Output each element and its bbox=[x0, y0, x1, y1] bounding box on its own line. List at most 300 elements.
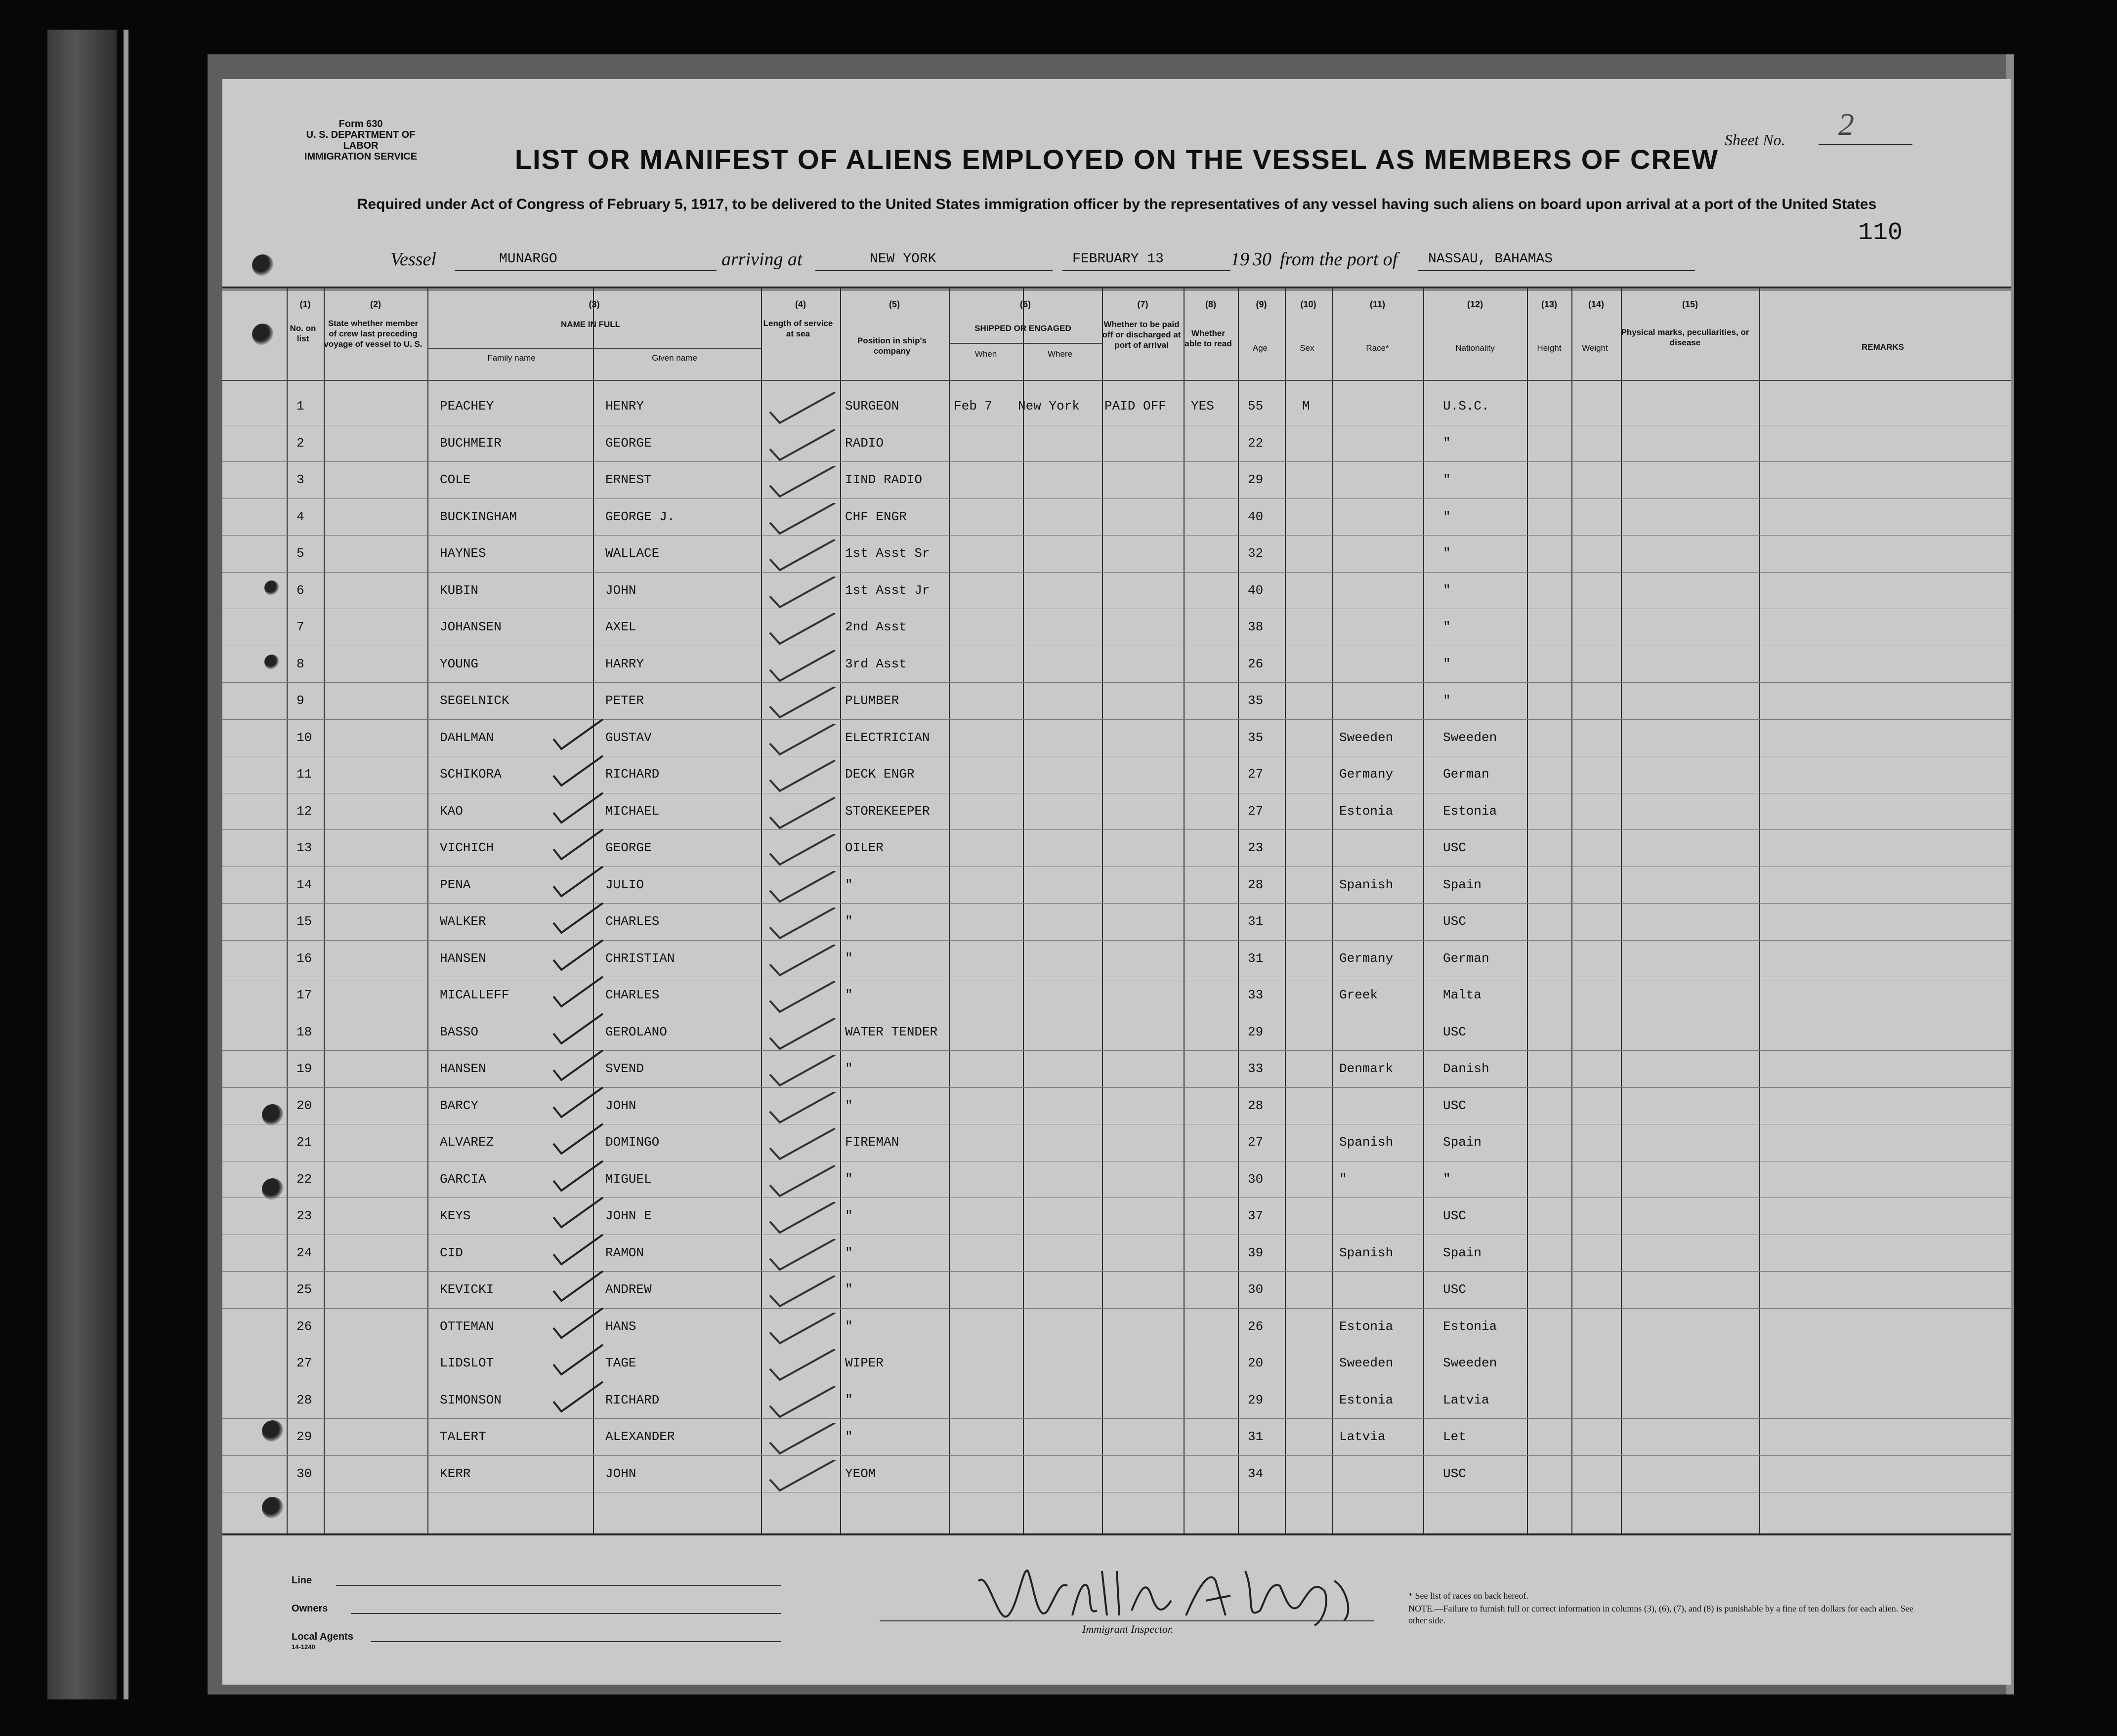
family-name: BUCHMEIR bbox=[440, 435, 502, 451]
check-mark bbox=[549, 716, 613, 756]
column-rule bbox=[1621, 289, 1622, 1533]
check-mark bbox=[549, 1232, 613, 1271]
family-name: GARCIA bbox=[440, 1171, 486, 1187]
check-mark bbox=[549, 864, 613, 903]
given-name: ANDREW bbox=[605, 1282, 652, 1297]
column-number: (5) bbox=[889, 299, 900, 309]
nationality: USC bbox=[1443, 914, 1466, 929]
position: WATER TENDER bbox=[845, 1024, 938, 1039]
check-mark bbox=[549, 1084, 613, 1124]
column-rule bbox=[840, 289, 841, 1533]
header-shipped: SHIPPED OR ENGAGED bbox=[974, 324, 1071, 333]
family-name: YOUNG bbox=[440, 656, 479, 671]
check-mark bbox=[549, 900, 613, 940]
header-state-whether: State whether member of crew last preceding voyage of vessel to U. S. bbox=[324, 319, 423, 349]
age: 30 bbox=[1248, 1171, 1264, 1187]
family-name: VICHICH bbox=[440, 840, 494, 855]
header-row-bottom bbox=[222, 380, 2011, 381]
age: 23 bbox=[1248, 840, 1264, 855]
given-name: JOHN bbox=[605, 1466, 636, 1481]
position: STOREKEEPER bbox=[845, 803, 930, 819]
age: 27 bbox=[1248, 1135, 1264, 1150]
age: 35 bbox=[1248, 730, 1264, 745]
position: FIREMAN bbox=[845, 1135, 899, 1150]
given-name: CHRISTIAN bbox=[605, 951, 675, 966]
family-name: JOHANSEN bbox=[440, 620, 502, 634]
column-rule bbox=[1423, 289, 1424, 1533]
check-mark bbox=[549, 1305, 613, 1345]
position: " bbox=[845, 1061, 853, 1076]
family-name: TALERT bbox=[440, 1429, 486, 1444]
sheet-number-label: Sheet No. bbox=[1725, 131, 1785, 149]
column-rule bbox=[287, 289, 288, 1533]
position: CHF ENGR bbox=[845, 509, 907, 524]
penalty-note: NOTE.—Failure to furnish full or correct information in columns (3), (6), (7), and (8) is punishable by a fine of ten dollars for each alien. See other side. bbox=[1408, 1604, 1913, 1625]
header-age: Age bbox=[1252, 343, 1268, 353]
check-mark bbox=[549, 1047, 613, 1087]
arrival-port: NEW YORK bbox=[870, 251, 936, 267]
position: " bbox=[845, 877, 853, 892]
table-row bbox=[222, 829, 2011, 830]
year-suffix: 30 bbox=[1253, 249, 1271, 270]
column-rule bbox=[1527, 289, 1528, 1533]
age: 27 bbox=[1248, 803, 1264, 819]
table-row bbox=[222, 1050, 2011, 1051]
table-row bbox=[222, 1418, 2011, 1419]
table-row bbox=[222, 572, 2011, 573]
row-number: 3 bbox=[296, 472, 304, 487]
row-number: 22 bbox=[296, 1171, 312, 1187]
nationality: USC bbox=[1443, 1024, 1466, 1039]
given-name: MIGUEL bbox=[605, 1171, 652, 1187]
row-number: 14 bbox=[296, 877, 312, 892]
check-mark bbox=[549, 937, 613, 977]
position: 1st Asst Jr bbox=[845, 582, 930, 598]
race: Spanish bbox=[1339, 877, 1394, 892]
race: Denmark bbox=[1339, 1061, 1394, 1076]
check-mark bbox=[549, 1121, 613, 1160]
row-number: 21 bbox=[296, 1135, 312, 1150]
row-number: 19 bbox=[296, 1061, 312, 1076]
check-mark bbox=[549, 1379, 613, 1418]
age: 29 bbox=[1248, 1024, 1264, 1039]
nationality: " bbox=[1443, 620, 1451, 634]
age: 39 bbox=[1248, 1245, 1264, 1260]
age: 28 bbox=[1248, 1098, 1264, 1113]
age: 31 bbox=[1248, 951, 1264, 966]
family-name: MICALLEFF bbox=[440, 988, 509, 1002]
inspector-signature bbox=[969, 1551, 1374, 1630]
family-name: KEVICKI bbox=[440, 1282, 494, 1297]
age: 29 bbox=[1248, 472, 1264, 487]
family-name: HANSEN bbox=[440, 951, 486, 966]
position: ELECTRICIAN bbox=[845, 730, 930, 745]
check-mark bbox=[549, 1195, 613, 1234]
row-number: 23 bbox=[296, 1208, 312, 1223]
page-title: LIST OR MANIFEST OF ALIENS EMPLOYED ON THE VESSEL AS MEMBERS OF CREW bbox=[514, 144, 1719, 175]
row-number: 2 bbox=[296, 435, 304, 451]
header-given-name: Given name bbox=[652, 353, 697, 363]
nationality: " bbox=[1443, 1171, 1451, 1187]
row-number: 20 bbox=[296, 1098, 312, 1113]
table-row bbox=[222, 461, 2011, 462]
family-name: BUCKINGHAM bbox=[440, 509, 517, 524]
arrival-date: FEBRUARY 13 bbox=[1072, 251, 1164, 267]
nationality: Malta bbox=[1443, 988, 1482, 1002]
family-name: LIDSLOT bbox=[440, 1356, 494, 1370]
family-name: SEGELNICK bbox=[440, 693, 509, 708]
header-family-name: Family name bbox=[487, 353, 536, 363]
header-name-in-full: NAME IN FULL bbox=[561, 320, 620, 329]
given-name: HARRY bbox=[605, 656, 644, 671]
nationality: Spain bbox=[1443, 1135, 1482, 1150]
position: DECK ENGR bbox=[845, 767, 915, 782]
nationality: Danish bbox=[1443, 1061, 1489, 1076]
row-number: 5 bbox=[296, 546, 304, 561]
nationality: USC bbox=[1443, 1466, 1466, 1481]
age: 34 bbox=[1248, 1466, 1264, 1481]
nationality: " bbox=[1443, 693, 1451, 708]
given-name: GEORGE J. bbox=[605, 509, 675, 524]
nationality: German bbox=[1443, 951, 1489, 966]
paid-off: PAID OFF bbox=[1104, 399, 1166, 413]
column-number: (4) bbox=[795, 299, 806, 309]
family-name: SIMONSON bbox=[440, 1392, 502, 1407]
age: 38 bbox=[1248, 620, 1264, 634]
crew-table bbox=[222, 287, 2011, 1535]
age: 30 bbox=[1248, 1282, 1264, 1297]
given-name: GEORGE bbox=[605, 435, 652, 451]
position: WIPER bbox=[845, 1356, 884, 1370]
position: " bbox=[845, 1171, 853, 1187]
row-number: 25 bbox=[296, 1282, 312, 1297]
column-number: (9) bbox=[1256, 299, 1267, 309]
nationality: Sweeden bbox=[1443, 730, 1497, 745]
family-name: DAHLMAN bbox=[440, 730, 494, 745]
header-height: Height bbox=[1537, 343, 1562, 353]
position: " bbox=[845, 1098, 853, 1113]
shipped-where: New York bbox=[1018, 399, 1080, 413]
check-mark bbox=[549, 1158, 613, 1198]
row-number: 1 bbox=[296, 399, 304, 413]
sheet-number-value: 2 bbox=[1838, 107, 1854, 142]
nationality: " bbox=[1443, 472, 1451, 487]
age: 33 bbox=[1248, 1061, 1264, 1076]
column-number: (13) bbox=[1541, 299, 1557, 309]
given-name: ALEXANDER bbox=[605, 1429, 675, 1444]
header-remarks: REMARKS bbox=[1862, 342, 1904, 352]
from-port: NASSAU, BAHAMAS bbox=[1428, 251, 1553, 267]
given-name: SVEND bbox=[605, 1061, 644, 1076]
age: 31 bbox=[1248, 914, 1264, 929]
given-name: HENRY bbox=[605, 399, 644, 413]
position: OILER bbox=[845, 840, 884, 855]
given-name: RAMON bbox=[605, 1245, 644, 1260]
age: 37 bbox=[1248, 1208, 1264, 1223]
table-row bbox=[222, 1308, 2011, 1309]
family-name: BASSO bbox=[440, 1024, 479, 1039]
given-name: HANS bbox=[605, 1319, 636, 1334]
age: 35 bbox=[1248, 693, 1264, 708]
column-rule bbox=[1285, 289, 1286, 1533]
able-to-read: YES bbox=[1191, 399, 1214, 413]
header-position: Position in ship's company bbox=[857, 336, 927, 356]
column-rule bbox=[1332, 289, 1333, 1533]
age: 29 bbox=[1248, 1392, 1264, 1407]
given-name: GEORGE bbox=[605, 840, 652, 855]
column-rule bbox=[949, 289, 950, 1533]
shipped-when: Feb 7 bbox=[954, 399, 993, 413]
table-row bbox=[222, 903, 2011, 904]
position: 1st Asst Sr bbox=[845, 546, 930, 561]
header-paid-off: Whether to be paid off or discharged at port of arrival bbox=[1102, 320, 1181, 350]
header-physical-marks: Physical marks, peculiarities, or disease bbox=[1621, 328, 1749, 347]
age: 32 bbox=[1248, 546, 1264, 561]
age: 55 bbox=[1248, 399, 1264, 413]
check-mark bbox=[549, 1011, 613, 1050]
position: " bbox=[845, 1392, 853, 1407]
nationality: Latvia bbox=[1443, 1392, 1489, 1407]
family-name: COLE bbox=[440, 472, 471, 487]
race: Estonia bbox=[1339, 1392, 1394, 1407]
given-name: WALLACE bbox=[605, 546, 660, 561]
column-rule bbox=[1023, 289, 1024, 1533]
nationality: " bbox=[1443, 582, 1451, 598]
row-number: 7 bbox=[296, 620, 304, 634]
position: " bbox=[845, 914, 853, 929]
race: Sweeden bbox=[1339, 1356, 1394, 1370]
position: YEOM bbox=[845, 1466, 876, 1481]
binding-edge bbox=[124, 30, 128, 1699]
position: IIND RADIO bbox=[845, 472, 923, 487]
row-number: 4 bbox=[296, 509, 304, 524]
row-number: 28 bbox=[296, 1392, 312, 1407]
race: Greek bbox=[1339, 988, 1378, 1002]
header-length-of-service: Length of service at sea bbox=[763, 319, 833, 338]
binding-strip bbox=[47, 30, 117, 1699]
position: 2nd Asst bbox=[845, 620, 907, 634]
check-mark bbox=[549, 753, 613, 792]
row-number: 13 bbox=[296, 840, 312, 855]
position: " bbox=[845, 988, 853, 1002]
family-name: ALVAREZ bbox=[440, 1135, 494, 1150]
nationality: Spain bbox=[1443, 1245, 1482, 1260]
signature-rule bbox=[880, 1620, 1374, 1621]
table-row bbox=[222, 1087, 2011, 1088]
header-when: When bbox=[974, 349, 997, 359]
position: " bbox=[845, 1245, 853, 1260]
table-row bbox=[222, 498, 2011, 499]
check-mark bbox=[549, 790, 613, 829]
family-name: BARCY bbox=[440, 1098, 479, 1113]
given-name: RICHARD bbox=[605, 1392, 660, 1407]
arriving-label: arriving at bbox=[721, 249, 803, 270]
given-name: DOMINGO bbox=[605, 1135, 660, 1150]
given-name: AXEL bbox=[605, 620, 636, 634]
service-name: IMMIGRATION SERVICE bbox=[304, 151, 418, 162]
check-mark bbox=[549, 1342, 613, 1381]
header-able-to-read: Whether able to read bbox=[1185, 329, 1232, 348]
race: Germany bbox=[1339, 951, 1394, 966]
nationality: " bbox=[1443, 656, 1451, 671]
from-port-label: from the port of bbox=[1280, 249, 1398, 270]
column-number: (2) bbox=[370, 299, 381, 309]
agents-rule bbox=[371, 1641, 781, 1642]
column-number: (12) bbox=[1467, 299, 1483, 309]
nationality: Sweeden bbox=[1443, 1356, 1497, 1370]
age: 28 bbox=[1248, 877, 1264, 892]
position: " bbox=[845, 951, 853, 966]
race: " bbox=[1339, 1171, 1347, 1187]
race: Germany bbox=[1339, 767, 1394, 782]
age: 33 bbox=[1248, 988, 1264, 1002]
vessel-name: MUNARGO bbox=[499, 251, 557, 267]
column-rule bbox=[427, 289, 428, 1533]
table-row bbox=[222, 1455, 2011, 1456]
row-number: 24 bbox=[296, 1245, 312, 1260]
inspector-label: Immigrant Inspector. bbox=[1082, 1623, 1174, 1635]
age: 26 bbox=[1248, 1319, 1264, 1334]
sex: M bbox=[1302, 399, 1310, 413]
given-name: PETER bbox=[605, 693, 644, 708]
header-nationality: Nationality bbox=[1455, 343, 1495, 353]
check-mark bbox=[549, 1268, 613, 1308]
given-name: CHARLES bbox=[605, 988, 660, 1002]
family-name: PEACHEY bbox=[440, 399, 494, 413]
subheader-rule bbox=[949, 343, 1102, 344]
column-rule bbox=[1759, 289, 1760, 1533]
family-name: HAYNES bbox=[440, 546, 486, 561]
given-name: ERNEST bbox=[605, 472, 652, 487]
given-name: RICHARD bbox=[605, 767, 660, 782]
column-number: (1) bbox=[299, 299, 311, 309]
header-no-on-list: No. on list bbox=[290, 324, 316, 343]
nationality: U.S.C. bbox=[1443, 399, 1489, 413]
column-rule bbox=[324, 289, 325, 1533]
row-number: 9 bbox=[296, 693, 304, 708]
row-number: 26 bbox=[296, 1319, 312, 1334]
given-name: JOHN bbox=[605, 582, 636, 598]
given-name: MICHAEL bbox=[605, 803, 660, 819]
header-row-top bbox=[222, 289, 2011, 290]
row-number: 29 bbox=[296, 1429, 312, 1444]
nationality: Estonia bbox=[1443, 803, 1497, 819]
family-name: OTTEMAN bbox=[440, 1319, 494, 1334]
form-code: 14-1240 bbox=[292, 1643, 315, 1651]
family-name: HANSEN bbox=[440, 1061, 486, 1076]
position: " bbox=[845, 1208, 853, 1223]
family-name: KEYS bbox=[440, 1208, 471, 1223]
column-number: (6) bbox=[1020, 299, 1031, 309]
age: 27 bbox=[1248, 767, 1264, 782]
nationality: German bbox=[1443, 767, 1489, 782]
check-mark bbox=[549, 827, 613, 866]
header-where: Where bbox=[1047, 349, 1073, 359]
position: " bbox=[845, 1429, 853, 1444]
given-name: JOHN bbox=[605, 1098, 636, 1113]
given-name: GUSTAV bbox=[605, 730, 652, 745]
family-name: KUBIN bbox=[440, 582, 479, 598]
row-number: 17 bbox=[296, 988, 312, 1002]
agents-label: Local Agents bbox=[292, 1631, 353, 1642]
column-rule bbox=[1238, 289, 1239, 1533]
row-number: 8 bbox=[296, 656, 304, 671]
subheader-rule bbox=[427, 348, 761, 349]
position: " bbox=[845, 1282, 853, 1297]
row-number: 15 bbox=[296, 914, 312, 929]
nationality: " bbox=[1443, 435, 1451, 451]
department-name: U. S. DEPARTMENT OF LABOR bbox=[306, 129, 416, 151]
position: SURGEON bbox=[845, 399, 899, 413]
header-race: Race* bbox=[1366, 343, 1389, 353]
table-row bbox=[222, 1271, 2011, 1272]
race: Estonia bbox=[1339, 803, 1394, 819]
row-number: 30 bbox=[296, 1466, 312, 1481]
table-row bbox=[222, 940, 2011, 941]
age: 22 bbox=[1248, 435, 1264, 451]
race-note: * See list of races on back hereof. bbox=[1408, 1591, 1528, 1601]
position: RADIO bbox=[845, 435, 884, 451]
family-name: KAO bbox=[440, 803, 463, 819]
family-name: WALKER bbox=[440, 914, 486, 929]
race: Spanish bbox=[1339, 1245, 1394, 1260]
column-rule bbox=[1571, 289, 1572, 1533]
nationality: USC bbox=[1443, 1098, 1466, 1113]
owners-rule bbox=[351, 1613, 781, 1614]
position: PLUMBER bbox=[845, 693, 899, 708]
nationality: " bbox=[1443, 509, 1451, 524]
nationality: USC bbox=[1443, 840, 1466, 855]
family-name: SCHIKORA bbox=[440, 767, 502, 782]
column-number: (7) bbox=[1137, 299, 1148, 309]
page-subtitle: Required under Act of Congress of February 5, 1917, to be delivered to the United States immigration officer by the representatives of any vessel having such aliens on board upon arrival at a port of the United States bbox=[357, 196, 1877, 212]
age: 31 bbox=[1248, 1429, 1264, 1444]
header-sex: Sex bbox=[1300, 343, 1314, 353]
nationality: Let bbox=[1443, 1429, 1466, 1444]
given-name: CHARLES bbox=[605, 914, 660, 929]
line-rule bbox=[336, 1585, 781, 1586]
row-number: 27 bbox=[296, 1356, 312, 1370]
year-prefix: 19 bbox=[1230, 249, 1249, 270]
race: Latvia bbox=[1339, 1429, 1386, 1444]
vessel-line bbox=[222, 245, 2011, 274]
column-number: (11) bbox=[1369, 299, 1386, 309]
race: Spanish bbox=[1339, 1135, 1394, 1150]
row-number: 16 bbox=[296, 951, 312, 966]
vessel-label: Vessel bbox=[390, 249, 436, 270]
row-number: 18 bbox=[296, 1024, 312, 1039]
family-name: KERR bbox=[440, 1466, 471, 1481]
column-rule bbox=[1184, 289, 1185, 1533]
column-rule bbox=[761, 289, 762, 1533]
given-name: JULIO bbox=[605, 877, 644, 892]
family-name: CID bbox=[440, 1245, 463, 1260]
column-rule bbox=[1102, 289, 1103, 1533]
check-mark bbox=[766, 1460, 840, 1504]
given-name: GEROLANO bbox=[605, 1024, 667, 1039]
column-number: (3) bbox=[589, 299, 600, 309]
race: Sweeden bbox=[1339, 730, 1394, 745]
age: 26 bbox=[1248, 656, 1264, 671]
nationality: Estonia bbox=[1443, 1319, 1497, 1334]
position: " bbox=[845, 1319, 853, 1334]
nationality: " bbox=[1443, 546, 1451, 561]
row-number: 11 bbox=[296, 767, 312, 782]
family-name: PENA bbox=[440, 877, 471, 892]
age: 20 bbox=[1248, 1356, 1264, 1370]
table-row bbox=[222, 682, 2011, 683]
age: 40 bbox=[1248, 509, 1264, 524]
